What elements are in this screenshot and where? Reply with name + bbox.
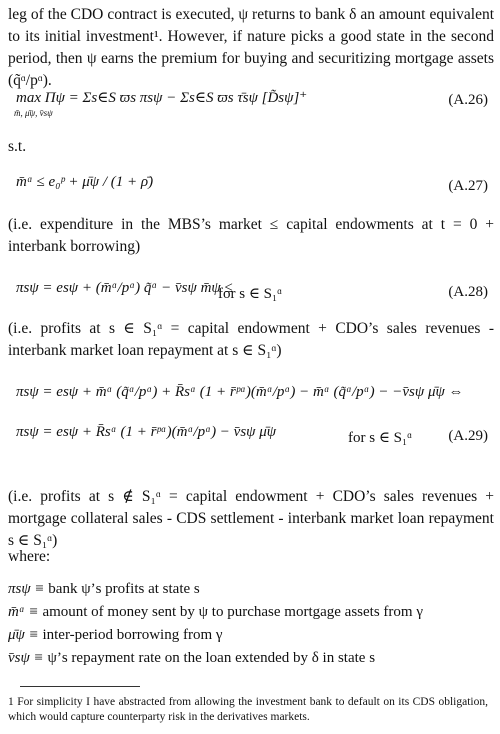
definition-item bbox=[8, 624, 494, 647]
equation-a28-condition: for s ∈ S₁ᵅ bbox=[218, 286, 282, 302]
equation-a28-body: πsψ = esψ + (m̄ᵅ/pᵅ) q̃ᵅ − v̄sψ m̄ψ ≤ bbox=[16, 280, 233, 296]
equation-number-a29: (A.29) bbox=[448, 428, 488, 444]
equation-number-a26: (A.26) bbox=[448, 92, 488, 108]
equation-a27-body: m̄ᵅ ≤ e₀ᵖ + μ̄ψ / (1 + ρ̄) bbox=[16, 174, 154, 190]
definition-symbol: m̄ᵅ ≡ bbox=[8, 604, 39, 620]
definition-text: bank ψ’s profits at state s bbox=[48, 581, 200, 597]
where-label: where: bbox=[8, 548, 51, 565]
equation-a29-line1 bbox=[8, 384, 494, 414]
footnote-divider bbox=[20, 686, 140, 687]
definition-text: amount of money sent by ψ to purchase mortgage assets from γ bbox=[42, 604, 423, 620]
equation-a29-condition: for s ∈ S₁ᵅ bbox=[348, 430, 412, 446]
subject-to-label: s.t. bbox=[8, 138, 27, 155]
definition-item bbox=[8, 578, 494, 601]
equation-a27 bbox=[8, 174, 494, 204]
a28-explanation: (i.e. profits at s ∈ S₁ᵅ = capital endowment + CDO’s sales revenues - interbank market loan repayment at s ∈ S₁ᵅ) bbox=[8, 320, 494, 359]
footnote: 1 For simplicity I have abstracted from allowing the investment bank to default on its CDS obligation, which would capture counterparty risk in the derivatives markets. bbox=[8, 696, 488, 723]
definition-text: ψ’s repayment rate on the loan extended by δ in state s bbox=[47, 650, 376, 666]
equation-a29-line1-body: πsψ = esψ + m̄ᵅ (q̃ᵅ/pᵅ) + R̄sᵅ (1 + r̄ᵖᵅ)(m̄ᵅ/pᵅ) − m̄ᵅ (q̃ᵅ/pᵅ) − −v̄sψ μ̄ψ ⇔ bbox=[16, 384, 464, 400]
definition-symbol: πsψ ≡ bbox=[8, 581, 45, 597]
definition-item bbox=[8, 647, 494, 670]
equation-a28 bbox=[8, 280, 494, 310]
definition-symbol: μ̄ψ ≡ bbox=[8, 627, 39, 643]
equation-a26-subscript: m̄, μ̄ψ, v̄sψ bbox=[14, 108, 53, 118]
definition-item bbox=[8, 601, 494, 624]
definition-symbol: v̄sψ ≡ bbox=[8, 650, 44, 666]
equation-a29-line2-body: πsψ = esψ + R̄sᵅ (1 + r̄ᵖᵅ)(m̄ᵅ/pᵅ) − v̄sψ μ̄ψ bbox=[16, 424, 277, 440]
a27-explanation: (i.e. expenditure in the MBS’s market ≤ capital endowments at t = 0 + interbank borrowing) bbox=[8, 216, 494, 255]
equation-a26 bbox=[8, 88, 494, 118]
intro-paragraph: leg of the CDO contract is executed, ψ returns to bank δ an amount equivalent to its initial investment¹. However, if nature picks a good state in the second period, then ψ earns the premium for buying and securitizing mortgage assets (q̃ᵅ/pᵅ). bbox=[8, 6, 494, 89]
a29-explanation: (i.e. profits at s ∉ S₁ᵅ = capital endowment + CDO’s sales revenues + mortgage collateral sales - CDS settlement - interbank market loan repayment s ∈ S₁ᵅ) bbox=[8, 488, 494, 549]
equation-number-a28: (A.28) bbox=[448, 284, 488, 300]
equation-a29-line2 bbox=[8, 424, 494, 454]
definition-text: inter-period borrowing from γ bbox=[42, 627, 223, 643]
definitions-list bbox=[8, 578, 494, 670]
equation-a26-body: max Πψ = Σs∈S ϖs πsψ − Σs∈S ϖs τ̄sψ [D̃sψ]⁺ bbox=[16, 90, 308, 106]
equation-number-a27: (A.27) bbox=[448, 178, 488, 194]
